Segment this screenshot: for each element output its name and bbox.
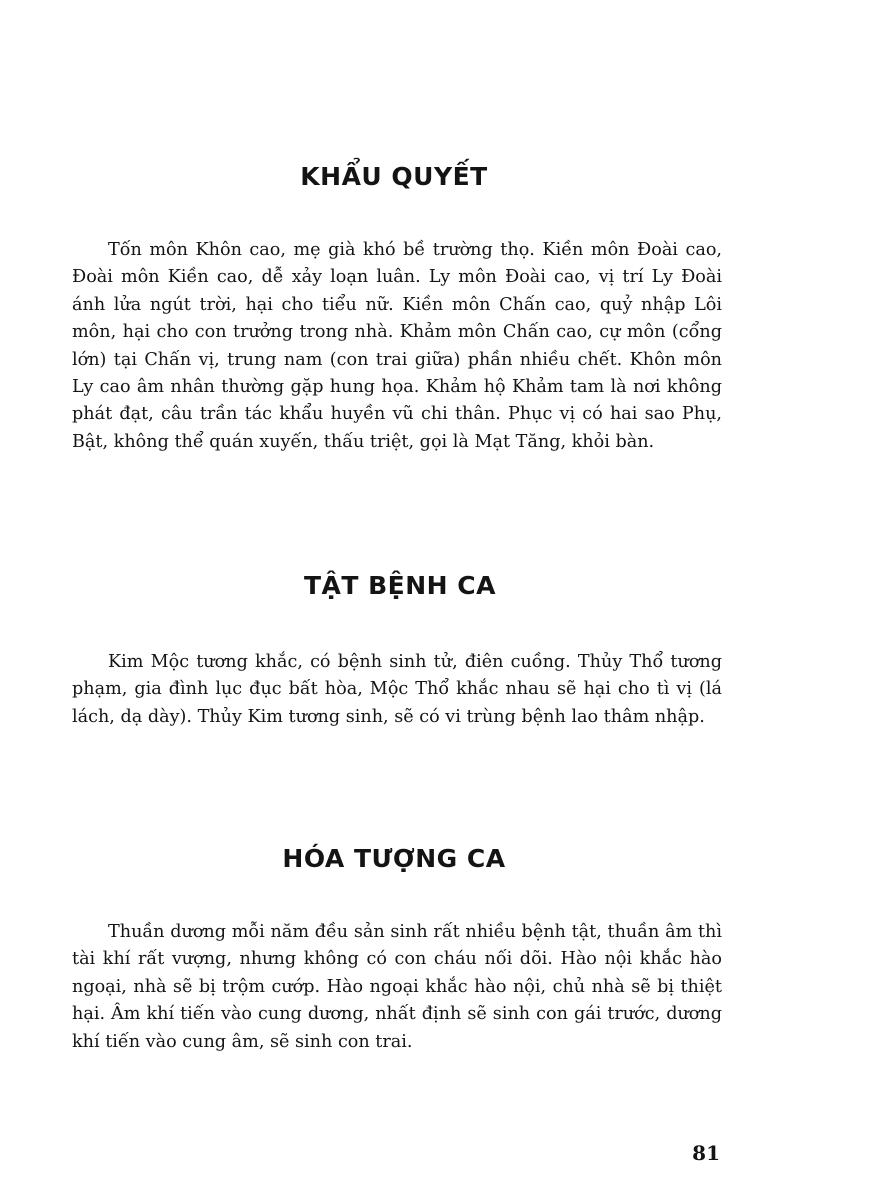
section-tat-benh-ca [72,571,722,731]
section-heading: HÓA TƯỢNG CA [282,844,506,873]
section-paragraph: Thuần dương mỗi năm đều sản sinh rất nhiều bệnh tật, thuần âm thì tài khí rất vượng, nhưng không có con cháu nối dõi. Hào nội khắc hào ngoại, nhà sẽ bị trộm cướp. Hào ngoại khắc hào nội, chủ nhà sẽ bị thiệt hại. Âm khí tiến vào cung dương, nhất định sẽ sinh con gái trước, dương khí tiến vào cung âm, sẽ sinh con trai. [72,922,722,1052]
section-hoa-tuong-ca [72,844,722,1056]
section-khau-quyet [72,162,722,456]
section-heading: TẬT BỆNH CA [303,571,497,600]
page-number: 81 [692,1141,720,1165]
section-paragraph: Tốn môn Khôn cao, mẹ già khó bề trường thọ. Kiền môn Đoài cao, Đoài môn Kiền cao, dễ xảy loạn luân. Ly môn Đoài cao, vị trí Ly Đoài ánh lửa ngút trời, hại cho tiểu nữ. Kiền môn Chấn cao, quỷ nhập Lôi môn, hại cho con trưởng trong nhà. Khảm môn Chấn cao, cự môn (cổng lớn) tại Chấn vị, trung nam (con trai giữa) phần nhiều chết. Khôn môn Ly cao âm nhân thường gặp hung họa. Khảm hộ Khảm tam là nơi không phát đạt, câu trần tác khẩu huyền vũ chi thân. Phục vị có hai sao Phụ, Bật, không thể quán xuyến, thấu triệt, gọi là Mạt Tăng, khỏi bàn. [72,240,722,452]
section-heading: KHẨU QUYẾT [300,162,488,191]
section-paragraph: Kim Mộc tương khắc, có bệnh sinh tử, điên cuồng. Thủy Thổ tương phạm, gia đình lục đục bất hòa, Mộc Thổ khắc nhau sẽ hại cho tì vị (lá lách, dạ dày). Thủy Kim tương sinh, sẽ có vi trùng bệnh lao thâm nhập. [72,652,722,727]
